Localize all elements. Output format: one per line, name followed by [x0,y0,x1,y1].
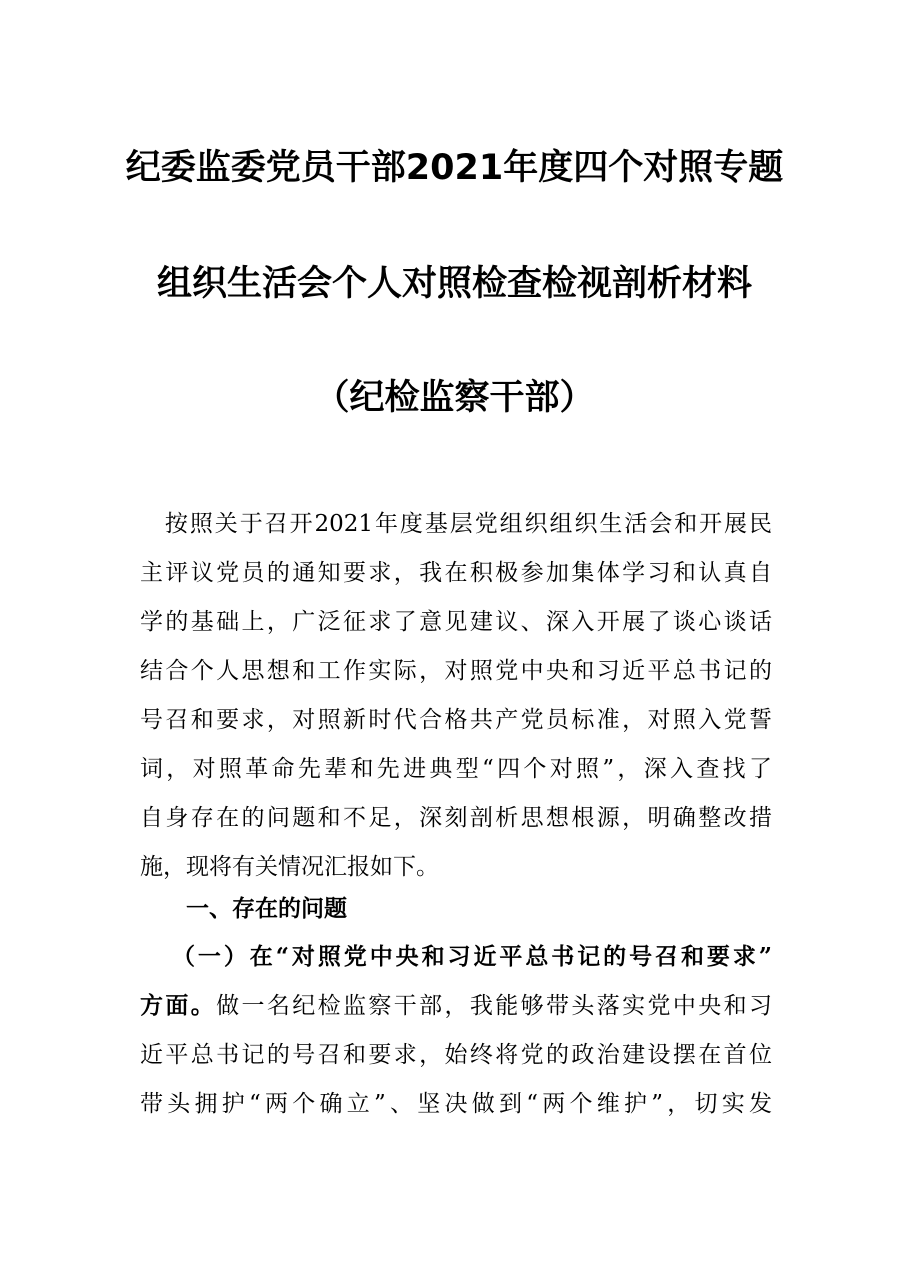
intro-line: 学的基础上，广泛征求了意见建议、深入开展了谈心谈话 [140,609,772,635]
subsection-heading: （一）在“对照党中央和习近平总书记的号召和要求” [172,943,772,970]
document-title-line-2: 组织生活会个人对照检查检视剖析材料 [156,264,752,304]
subsection-line: 近平总书记的号召和要求，始终将党的政治建设摆在首位 [140,1042,772,1068]
section-heading: 一、存在的问题 [186,895,347,922]
document-subtitle: （纪检监察干部） [314,378,595,418]
intro-line: 施，现将有关情况汇报如下。 [140,854,439,880]
subsection-first-line [140,990,772,1022]
document-title-line-1: 纪委监委党员干部2021年度四个对照专题 [125,148,784,188]
intro-line: 按照关于召开2021年度基层党组织组织生活会和开展民 [140,511,772,537]
intro-line: 自身存在的问题和不足，深刻剖析思想根源，明确整改措 [140,805,772,831]
subsection-text: 做一名纪检监察干部，我能够带头落实党中央和习 [216,993,772,1019]
subsection-line: 带头拥护“两个确立”、坚决做到“两个维护”，切实发 [140,1091,772,1117]
intro-line: 主评议党员的通知要求，我在积极参加集体学习和认真自 [140,560,772,586]
intro-line: 结合个人思想和工作实际，对照党中央和习近平总书记的 [140,658,772,684]
intro-line: 词，对照革命先辈和先进典型“四个对照”，深入查找了 [140,756,772,782]
subsection-heading-tail: 方面。 [140,992,217,1019]
intro-line: 号召和要求，对照新时代合格共产党员标准，对照入党誓 [140,707,772,733]
